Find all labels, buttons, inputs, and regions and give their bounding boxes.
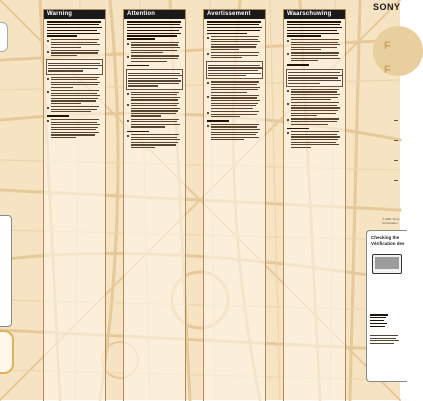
bullet-item [211,124,262,141]
column-dutch [283,9,346,401]
subheading [287,64,309,66]
left-edge-card [0,215,12,327]
bullet-item [51,119,102,138]
bullet-item [291,118,342,124]
copyright-text: © 2001 Sony Corporation [382,217,400,225]
bullet-item [291,39,342,51]
bullet-item [211,95,262,109]
bullet-item [291,131,342,148]
caution-box [206,61,263,79]
bullet-item [131,42,182,54]
column-heading: Attention [124,10,185,19]
bullet-item [131,92,182,101]
bullet-item [131,119,182,128]
left-edge-panel-top [0,22,8,52]
warning-paragraph [47,21,102,37]
subheading [47,115,69,117]
decorative-circle [373,26,423,76]
card-notes [370,335,404,344]
card-list [370,314,404,327]
fold-mark [394,120,398,121]
card-title-secondary: Vérification des [371,241,405,246]
bullet-item [211,81,262,93]
caution-box [126,69,183,89]
checking-card [366,230,407,382]
bullet-item [291,89,342,101]
subheading [207,120,229,122]
device-screen [375,257,399,269]
bullet-item [131,55,182,61]
circle-letter-bottom: F [384,64,391,76]
device-illustration [372,254,402,274]
column-heading: Warning [44,10,105,19]
circle-letter-top: F [384,40,391,52]
warning-paragraph [207,21,262,34]
bullet-item [211,36,262,50]
caution-box [46,59,103,74]
subheading [127,131,149,133]
bullet-item [51,90,102,104]
column-french [123,9,186,401]
caution-box [286,69,343,87]
bullet-item [51,50,102,56]
warning-paragraph [287,21,342,37]
brand-logo: SONY [373,2,401,12]
subheading [287,128,309,130]
bullet-item [211,111,262,117]
column-heading: Waarschuwing [284,10,345,19]
warning-paragraph [127,21,182,40]
bullet-item [131,134,182,148]
left-edge-ring [0,330,14,374]
column-german [203,9,266,401]
subheading [127,65,149,67]
fold-mark [394,160,398,161]
bullet-item [51,39,102,48]
bullet-item [211,52,262,58]
fold-mark [394,180,398,181]
bullet-item [51,106,102,112]
column-heading: Avertissement [204,10,265,19]
bullet-item [291,52,342,61]
card-title: Checking the [371,235,400,240]
bullet-item [291,102,342,116]
bullet-item [131,103,182,117]
column-english [43,9,106,401]
fold-mark [394,140,398,141]
bullet-item [51,77,102,89]
